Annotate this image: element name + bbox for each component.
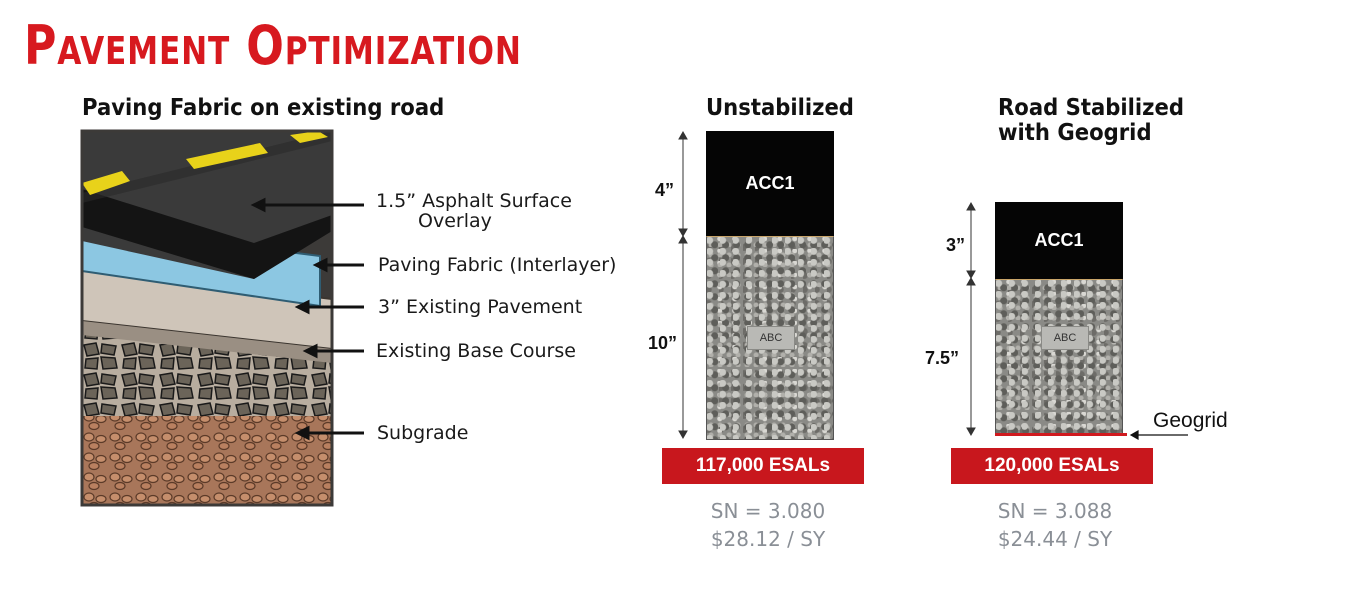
stabilized-abc-label: ABC [1041, 326, 1089, 350]
stabilized-abc-layer [995, 279, 1123, 434]
geogrid-layer [995, 433, 1127, 436]
leader-arrows [250, 195, 370, 440]
subgrade-label: Subgrade [377, 422, 469, 444]
existing-pavement-label: 3” Existing Pavement [378, 296, 583, 318]
unstabilized-heading: Unstabilized [706, 95, 854, 121]
unstabilized-cost: $28.12 / SY [710, 527, 826, 551]
unstabilized-base-thickness: 10” [648, 333, 678, 353]
unstabilized-acc1-layer: ACC1 [706, 131, 834, 236]
paving-fabric-label: Paving Fabric (Interlayer) [378, 254, 617, 276]
unstabilized-dimension-arrows [676, 132, 690, 440]
asphalt-surface-label-line2: Overlay [418, 210, 492, 232]
stabilized-esals-badge: 120,000 ESALs [951, 448, 1153, 484]
geogrid-label: Geogrid [1153, 409, 1228, 432]
stabilized-heading-line1: Road Stabilized [998, 95, 1184, 121]
unstabilized-abc-label: ABC [747, 326, 795, 350]
stabilized-surface-thickness: 3” [946, 235, 966, 255]
stabilized-dimension-arrows [964, 203, 978, 437]
base-course-label: Existing Base Course [376, 340, 576, 362]
left-heading: Paving Fabric on existing road [82, 95, 445, 121]
page-title: Pavement Optimization [24, 14, 522, 77]
stabilized-base-thickness: 7.5” [925, 348, 960, 368]
asphalt-surface-label: 1.5” Asphalt Surface [376, 190, 572, 212]
stabilized-sn: SN = 3.088 [997, 499, 1113, 523]
stabilized-heading-line2: with Geogrid [998, 120, 1152, 146]
stabilized-acc1-layer: ACC1 [995, 202, 1123, 279]
unstabilized-surface-thickness: 4” [655, 180, 675, 200]
unstabilized-esals-badge: 117,000 ESALs [662, 448, 864, 484]
stabilized-cost: $24.44 / SY [997, 527, 1113, 551]
unstabilized-sn: SN = 3.080 [710, 499, 826, 523]
